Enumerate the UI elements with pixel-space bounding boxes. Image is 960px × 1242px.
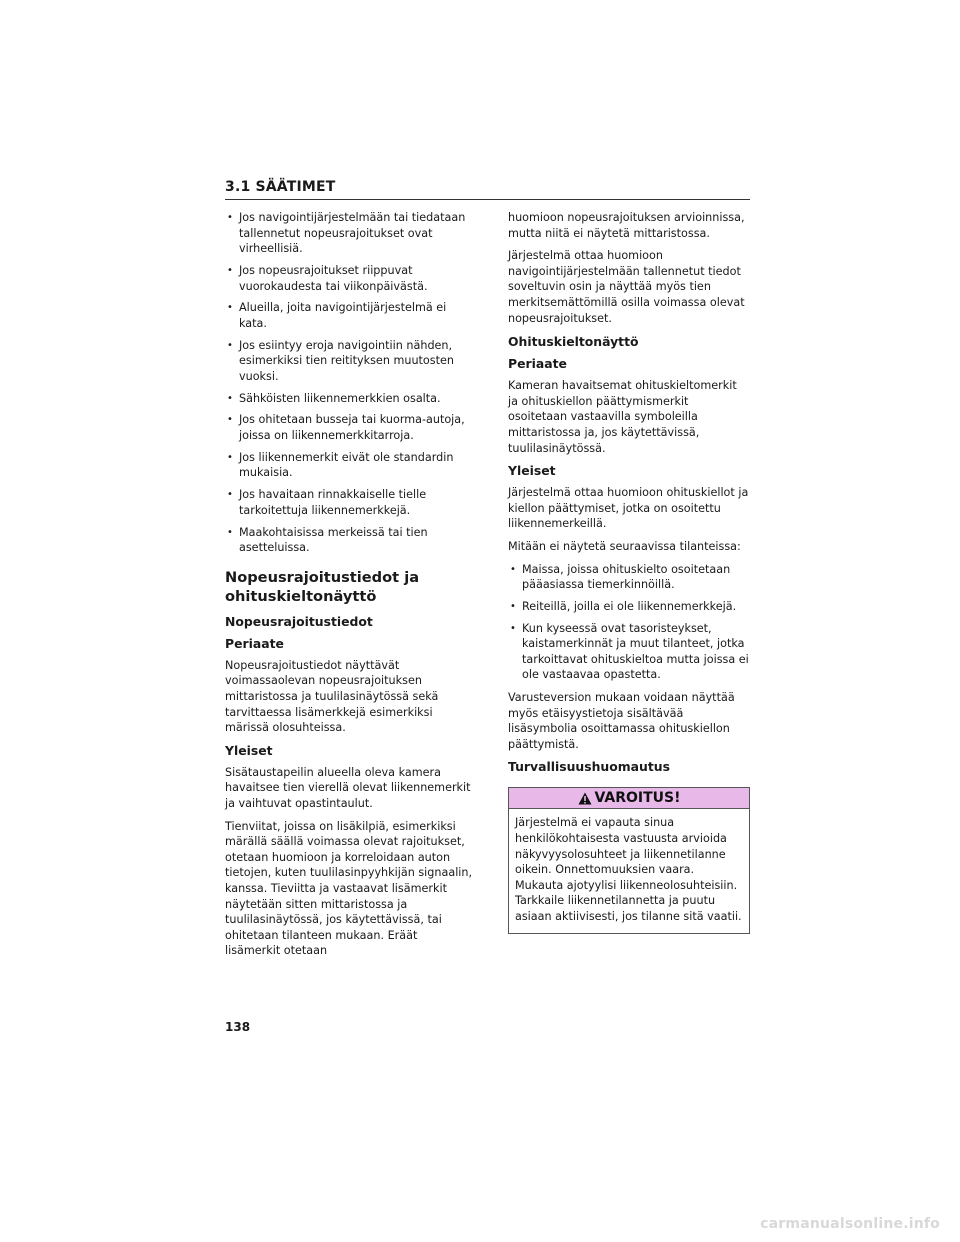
warning-text: Järjestelmä ei vapauta sinua henkilökohtaisesta vastuusta arvioida näkyvyysolosuhteet ja liikennetilanne oikein. Onnettomuuksien vaara. Mukauta ajotyylisi liikenneolosuhteisiin. Tarkkaile liikennetilannetta ja puutu asiaan aktiivisesti, jos tilanne sitä vaatii.: [515, 816, 742, 923]
list-item: • Maissa, joissa ohituskielto osoitetaan pääasiassa tiemerkinnöillä.: [508, 562, 750, 593]
list-item: • Maakohtaisissa merkeissä tai tien asetteluissa.: [225, 525, 473, 556]
paragraph: Järjestelmä ottaa huomioon navigointijärjestelmään tallennetut tiedot soveltuvin osin ja näyttää myös tien merkitsemättömillä osilla voimassa olevat nopeusrajoitukset.: [508, 249, 745, 325]
situations-list: [508, 562, 750, 684]
paragraph: Varusteversion mukaan voidaan näyttää myös etäisyystietoja sisältävää lisäsymbolia osoittamassa ohituskiellon päättymistä.: [508, 691, 735, 751]
subsection-heading: Ohituskieltonäyttö: [508, 334, 639, 350]
paragraph: Järjestelmä ottaa huomioon ohituskiellot ja kiellon päättymiset, jotka on osoitettu liikennemerkeillä.: [508, 486, 749, 531]
paragraph: Tienviitat, joissa on lisäkilpiä, esimerkiksi märällä säällä voimassa olevat rajoitukset, otetaan huomioon ja korreloidaan auton tietojen, kuten tuulilasinpyyhkijän signaalin, kanssa. Tieviitta ja vastaavat lisämerkit näytetään sitten mittaristossa ja tuulilasinäytössä, jos käytettävissä, tai ohitetaan tilanteen mukaan. Eräät lisämerkit otetaan: [225, 819, 473, 958]
list-item: • Jos nopeusrajoitukset riippuvat vuorokaudesta tai viikonpäivästä.: [225, 263, 473, 294]
left-column: [225, 210, 473, 966]
subsection-heading: Nopeusrajoitustiedot: [225, 613, 373, 629]
periaate-heading: Periaate: [225, 635, 284, 651]
section-header: [225, 179, 750, 200]
periaate-heading: Periaate: [508, 356, 567, 372]
section-heading: Nopeusrajoitustiedot ja ohituskieltonäyttö: [225, 568, 420, 605]
paragraph: Nopeusrajoitustiedot näyttävät voimassaolevan nopeusrajoituksen mittaristossa ja tuulilasinäytössä sekä tarvittaessa lisämerkkejä esimerkiksi märissä olosuhteissa.: [225, 658, 439, 735]
list-item: • Jos havaitaan rinnakkaiselle tielle tarkoitettuja liikennemerkkejä.: [225, 487, 473, 518]
list-item: • Jos ohitetaan busseja tai kuorma-autoja, joissa on liikennemerkkitarroja.: [225, 412, 473, 443]
right-column: [508, 210, 750, 934]
limitations-list: [225, 210, 473, 556]
list-item: • Reiteillä, joilla ei ole liikennemerkkejä.: [508, 599, 750, 615]
safety-heading: Turvallisuushuomautus: [508, 759, 670, 775]
warning-box: [508, 787, 750, 933]
list-item: • Sähköisten liikennemerkkien osalta.: [225, 391, 473, 407]
list-item: • Alueilla, joita navigointijärjestelmä ei kata.: [225, 300, 473, 331]
list-item: • Jos liikennemerkit eivät ole standardin mukaisia.: [225, 450, 473, 481]
warning-header: [509, 788, 749, 809]
warning-triangle-icon: [578, 792, 592, 805]
watermark[interactable]: carmanualsonline.info: [760, 1216, 940, 1232]
warning-label: VAROITUS!: [594, 789, 681, 806]
yleiset-heading: Yleiset: [225, 742, 273, 758]
list-item: • Jos navigointijärjestelmään tai tiedataan tallennetut nopeusrajoitukset ovat virheellisiä.: [225, 210, 473, 257]
list-item: • Kun kyseessä ovat tasoristeykset, kaistamerkinnät ja muut tilanteet, jotka tarkoittavat ohituskieltoa mutta joissa ei ole vastaavaa opastetta.: [508, 621, 750, 683]
section-title: 3.1 SÄÄTIMET: [225, 179, 336, 195]
list-item: • Jos esiintyy eroja navigointiin nähden, esimerkiksi tien reitityksen muutosten vuoksi.: [225, 338, 473, 385]
paragraph: Kameran havaitsemat ohituskieltomerkit ja ohituskiellon päättymismerkit osoitetaan vastaavilla symboleilla mittaristossa ja, jos käytettävissä, tuulilasinäytössä.: [508, 379, 737, 455]
paragraph: Sisätaustapeilin alueella oleva kamera havaitsee tien vierellä olevat liikennemerkit ja vaihtuvat opastintaulut.: [225, 765, 471, 810]
paragraph: Mitään ei näytetä seuraavissa tilanteissa:: [508, 539, 741, 553]
paragraph: huomioon nopeusrajoituksen arvioinnissa, mutta niitä ei näytetä mittaristossa.: [508, 211, 745, 240]
page-number: 138: [225, 1020, 251, 1034]
yleiset-heading: Yleiset: [508, 463, 556, 479]
